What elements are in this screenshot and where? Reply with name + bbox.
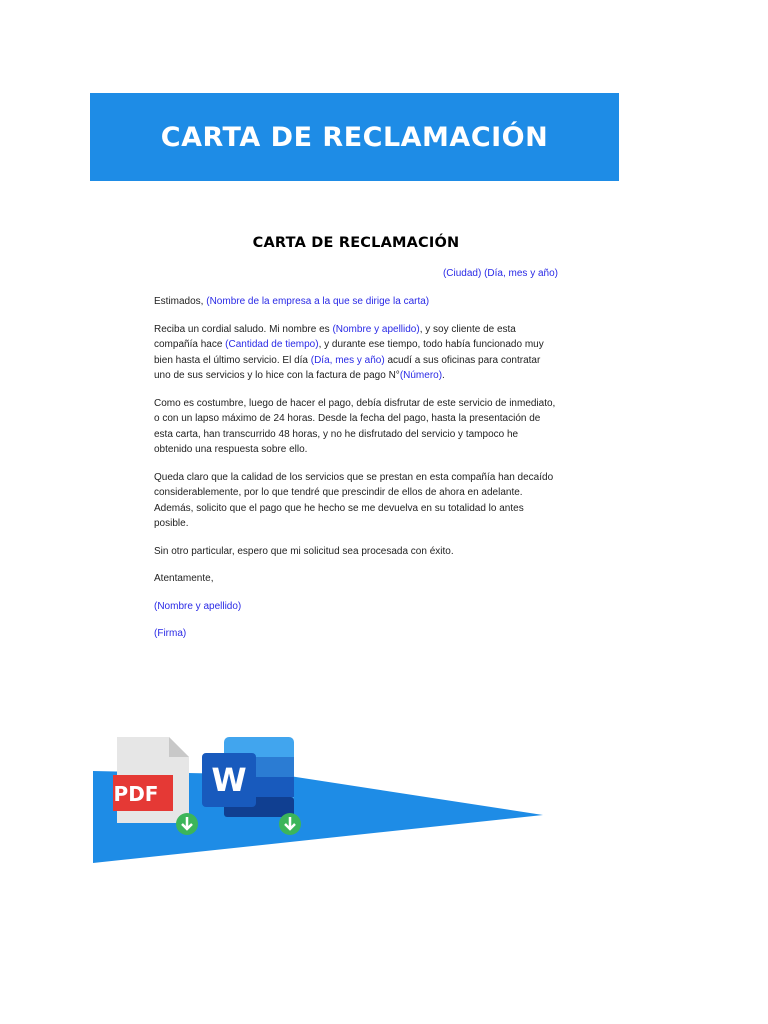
signature-placeholder: (Firma): [154, 628, 187, 639]
p1-text-5: .: [442, 370, 445, 381]
greeting: [154, 294, 558, 310]
pdf-label: PDF: [113, 782, 159, 806]
greeting-text: Estimados,: [154, 296, 207, 307]
letter-document: [154, 236, 558, 654]
name-placeholder-inline: (Nombre y apellido): [332, 323, 420, 335]
paragraph-3: Queda claro que la calidad de los servicios que se prestan en esta compañía han decaído considerablemente, por lo que tendré que prescindir de ellos de ahora en adelante. Además, solicito que el pago que he hecho se me devuelva en su totalidad lo antes posible.: [154, 471, 554, 529]
time-placeholder: (Cantidad de tiempo): [225, 339, 319, 350]
word-download-button[interactable]: [198, 735, 308, 837]
date-city-placeholder: (Ciudad) (Día, mes y año): [442, 267, 558, 279]
date-city-line: [154, 266, 558, 282]
date-placeholder-inline: (Día, mes y año): [310, 354, 385, 366]
header-banner: [90, 93, 619, 181]
signer-name-placeholder: (Nombre y apellido): [154, 600, 242, 612]
p1-text-4: acudí a sus oficinas para contratar uno de sus servicios y lo hice con la factura de pago N°: [154, 354, 541, 381]
paragraph-2: Como es costumbre, luego de hacer el pago, debía disfrutar de este servicio de inmediato, o con un lapso máximo de 24 horas. Desde la fecha del pago, hasta la presentación de esta carta, han transcurrido 48 horas, y no he disfrutado del servicio y tampoco he obtenido una respuesta sobre ello.: [154, 397, 556, 455]
letter-title: CARTA DE RECLAMACIÓN: [252, 235, 460, 251]
p1-text-1: Reciba un cordial saludo. Mi nombre es: [154, 323, 333, 335]
word-logo-icon: W: [211, 761, 247, 799]
number-placeholder: (Número): [399, 370, 443, 381]
paragraph-1: [154, 322, 558, 384]
download-section: [93, 735, 553, 865]
closing: Atentamente,: [154, 573, 214, 584]
banner-title: CARTA DE RECLAMACIÓN: [160, 121, 549, 153]
pdf-download-button[interactable]: [113, 735, 203, 837]
company-placeholder: (Nombre de la empresa a la que se dirige la carta): [206, 296, 430, 307]
p1-text-3: , y durante ese tiempo, todo había funcionado muy bien hasta el último servicio. El día: [154, 339, 544, 366]
p1-text-2: , y soy cliente de esta compañía hace: [154, 323, 516, 350]
paragraph-4: Sin otro particular, espero que mi solicitud sea procesada con éxito.: [154, 545, 454, 557]
